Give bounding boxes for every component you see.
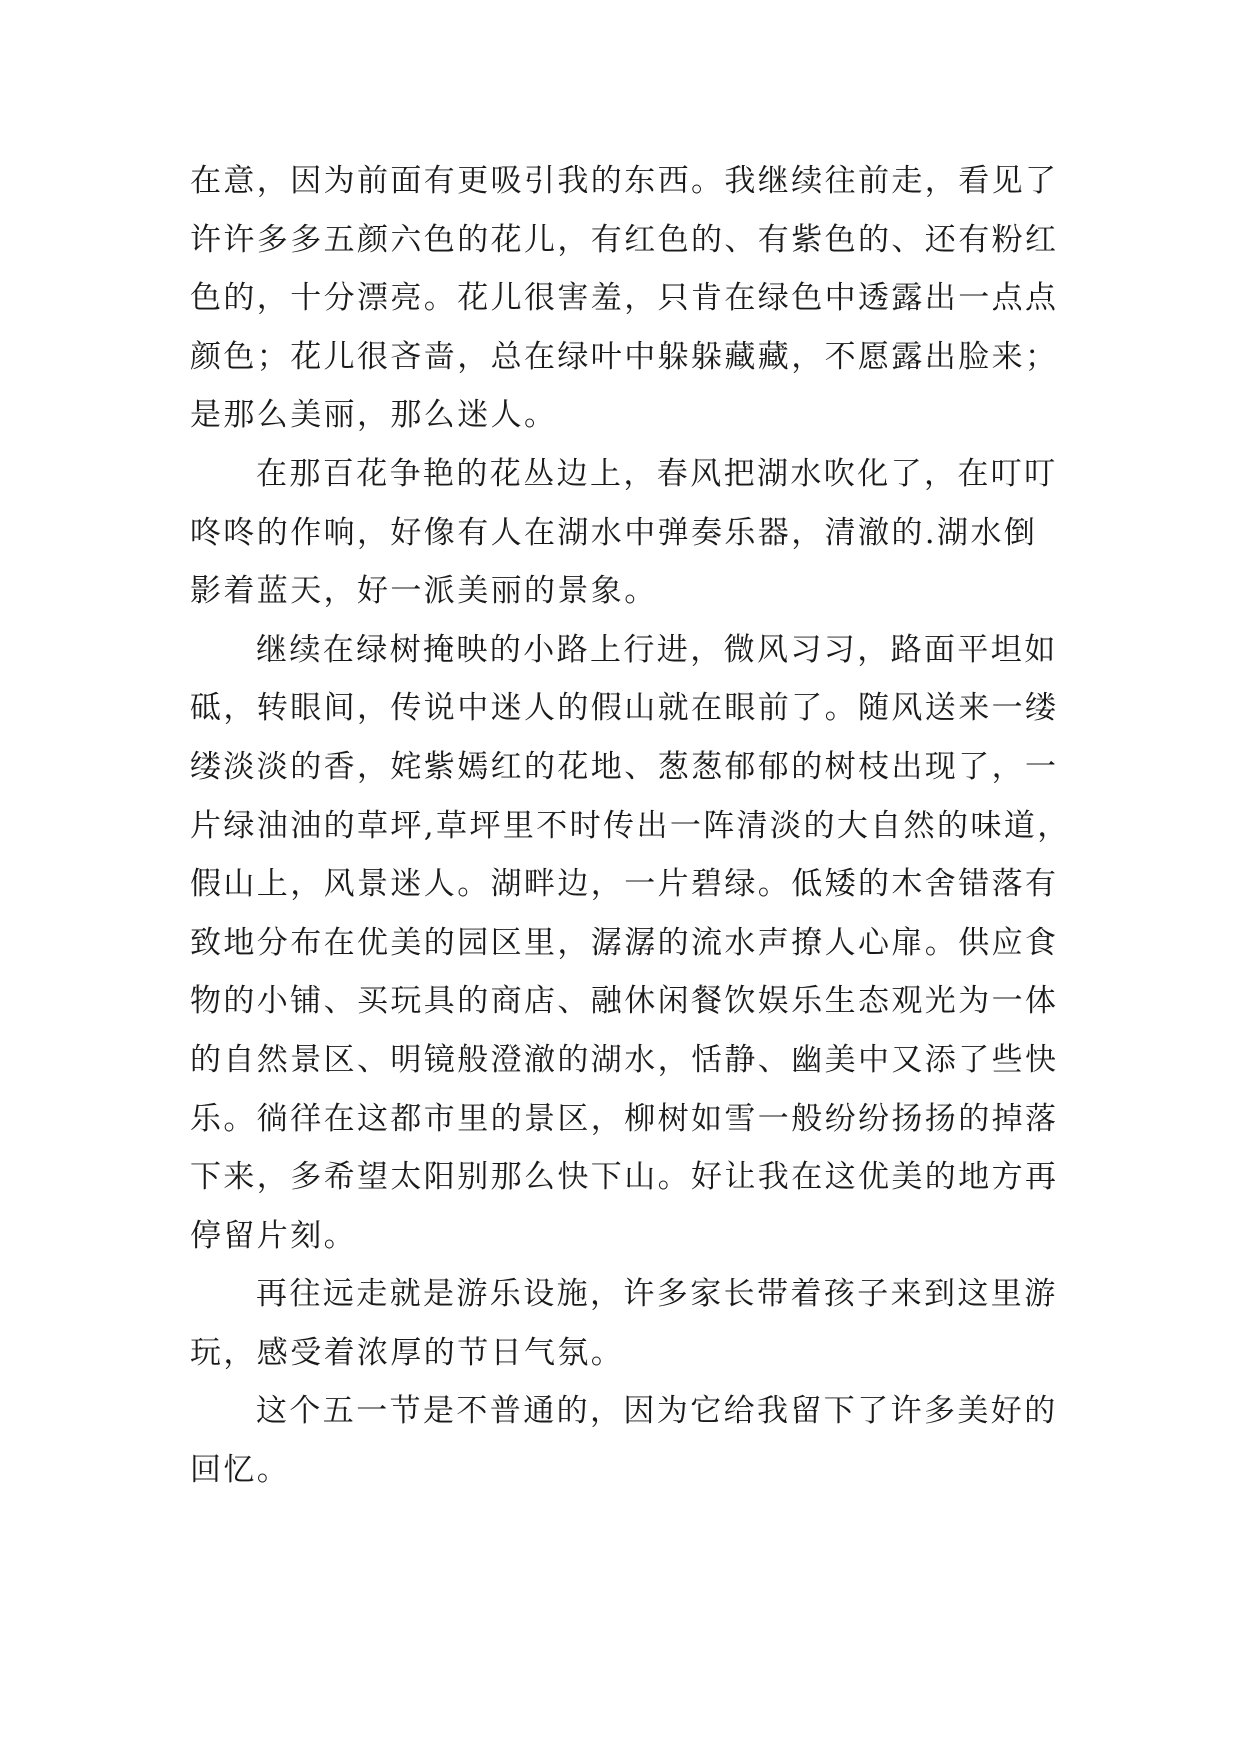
body-text — [190, 152, 1070, 1500]
text-line: 乐。徜徉在这都市里的景区，柳树如雪一般纷纷扬扬的掉落 — [190, 1100, 1059, 1137]
text-line: 影着蓝天，好一派美丽的景象。 — [190, 573, 658, 610]
text-line: 物的小铺、买玩具的商店、融休闲餐饮娱乐生态观光为一体 — [190, 983, 1059, 1020]
text-line: 玩，感受着浓厚的节日气氛。 — [190, 1334, 625, 1371]
paragraph-first-line: 继续在绿树掩映的小路上行进，微风习习，路面平坦如 — [256, 631, 1058, 668]
text-line: 咚咚的作响，好像有人在湖水中弹奏乐器，清澈的.湖水倒 — [190, 514, 1038, 551]
text-line: 片绿油油的草坪,草坪里不时传出一阵清淡的大自然的味道， — [190, 807, 1071, 844]
text-line: 下来，多希望太阳别那么快下山。好让我在这优美的地方再 — [190, 1159, 1059, 1196]
text-line: 色的，十分漂亮。花儿很害羞，只肯在绿色中透露出一点点 — [190, 280, 1059, 317]
text-line: 致地分布在优美的园区里，潺潺的流水声撩人心扉。供应食 — [190, 924, 1059, 961]
text-line: 是那么美丽，那么迷人。 — [190, 397, 558, 434]
paragraph-first-line: 在那百花争艳的花丛边上，春风把湖水吹化了，在叮叮 — [256, 455, 1058, 492]
text-line: 假山上，风景迷人。湖畔边，一片碧绿。低矮的木舍错落有 — [190, 866, 1059, 903]
text-line: 许许多多五颜六色的花儿，有红色的、有紫色的、还有粉红 — [190, 221, 1059, 258]
paragraph-first-line: 这个五一节是不普通的，因为它给我留下了许多美好的 — [256, 1393, 1058, 1430]
text-line: 颜色；花儿很吝啬，总在绿叶中躲躲藏藏，不愿露出脸来； — [190, 338, 1059, 375]
text-line: 回忆。 — [190, 1452, 291, 1489]
text-line: 砥，转眼间，传说中迷人的假山就在眼前了。随风送来一缕 — [190, 690, 1059, 727]
text-line: 停留片刻。 — [190, 1217, 357, 1254]
text-line: 缕淡淡的香，姹紫嫣红的花地、葱葱郁郁的树枝出现了，一 — [190, 748, 1059, 785]
paragraph-first-line: 再往远走就是游乐设施，许多家长带着孩子来到这里游 — [256, 1276, 1058, 1313]
text-line: 的自然景区、明镜般澄澈的湖水，恬静、幽美中又添了些快 — [190, 1041, 1059, 1078]
text-line: 在意，因为前面有更吸引我的东西。我继续往前走，看见了 — [190, 163, 1059, 199]
